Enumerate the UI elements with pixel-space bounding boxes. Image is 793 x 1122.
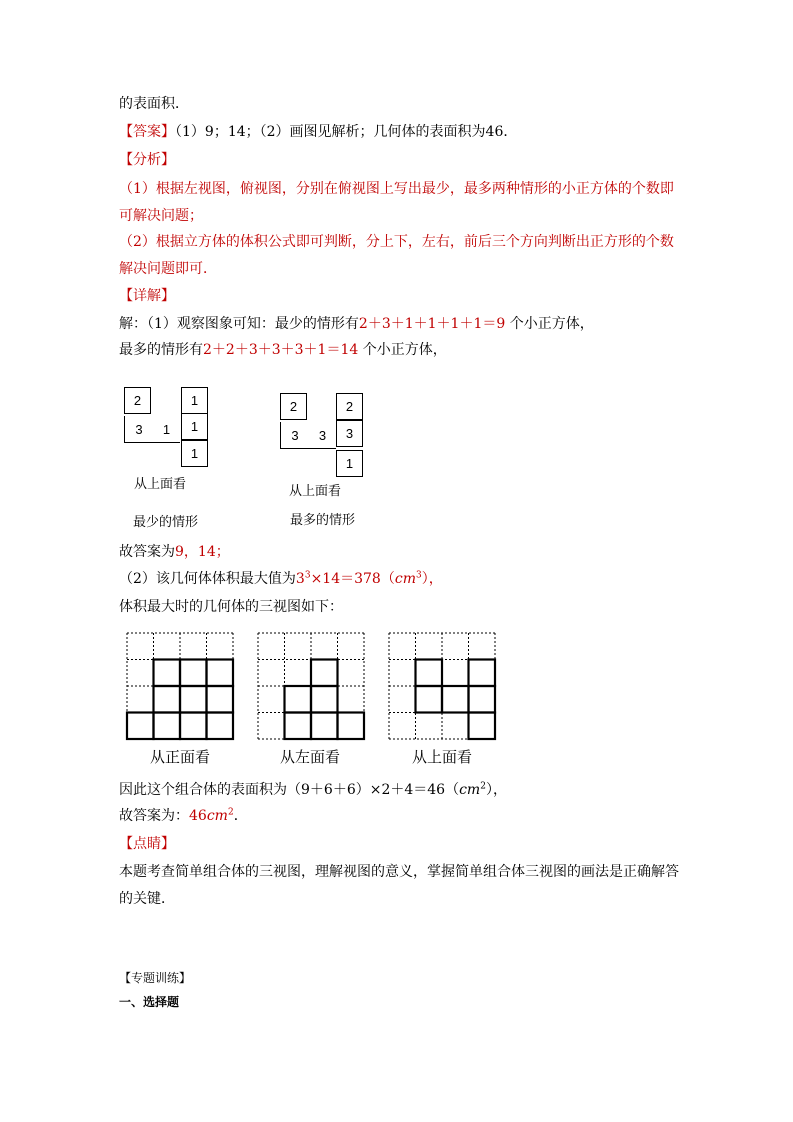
view-square [338, 713, 365, 740]
figure-caption: 最多的情形 [290, 513, 356, 528]
view-square [207, 660, 234, 687]
grid-cell: 1 [181, 413, 208, 440]
section-heading: 一、选择题 [119, 995, 180, 1009]
comment-line: 的关键． [119, 891, 175, 907]
view-square [416, 686, 443, 713]
analysis-line: （2）根据立方体的体积公式即可判断，分上下，左右，前后三个方向判断出正方形的个数 [119, 234, 674, 250]
view-caption-front: 从正面看 [150, 748, 211, 766]
detail-line: 解：（1）观察图象可知：最少的情形有2＋3＋1＋1＋1＋1＝9 个小正方体， [119, 316, 594, 332]
view-square [180, 686, 207, 713]
view-square [311, 686, 338, 713]
view-square [285, 713, 312, 740]
surface-line: 因此这个组合体的表面积为$(9+6+6)\times 2+4=46(cm^2)$， [119, 781, 507, 798]
view-caption-left: 从左面看 [280, 748, 341, 766]
view-square [180, 660, 207, 687]
volume-line: （2）该几何体体积最大值为$3^3\times 14=378(cm^3)$， [119, 570, 443, 587]
grid-cell: 3 [309, 422, 336, 449]
answer-line: 故答案为9，14； [119, 544, 230, 560]
grid-cell: 3 [124, 416, 153, 443]
analysis-line: 可解决问题； [119, 208, 203, 224]
view-square [469, 713, 496, 740]
view-square [180, 713, 207, 740]
view-square [154, 686, 181, 713]
view-square [154, 713, 181, 740]
answer-line: 故答案为：$46cm^2$． [119, 807, 248, 824]
view-square [207, 713, 234, 740]
analysis-line: 解决问题即可． [119, 261, 217, 277]
figure-caption: 最少的情形 [133, 515, 199, 530]
view-square [127, 713, 154, 740]
answer-tag: 【答案】 [119, 124, 175, 140]
view-square [285, 686, 312, 713]
left-view-grid [258, 633, 364, 739]
view-square [469, 660, 496, 687]
grid-cell: 2 [336, 393, 363, 420]
text-line: 的表面积． [119, 96, 189, 112]
grid-cell: 1 [336, 450, 363, 477]
top-view-grid [389, 633, 495, 739]
view-square [207, 686, 234, 713]
answer-line: 【答案】（1）9；14；（2）画图见解析；几何体的表面积为46． [119, 124, 518, 140]
grid-cell: 1 [181, 440, 208, 467]
grid-cell: 1 [181, 387, 208, 414]
front-view-grid [127, 633, 233, 739]
view-square [442, 686, 469, 713]
text-line: 体积最大时的几何体的三视图如下： [119, 599, 343, 615]
figure-caption: 从上面看 [134, 477, 187, 492]
grid-cell: 1 [153, 416, 180, 443]
detail-line: 最多的情形有2＋2＋3＋3＋3＋1＝14 个小正方体， [119, 342, 447, 358]
grid-cell: 2 [280, 393, 307, 420]
comment-tag: 【点睛】 [119, 836, 175, 852]
grid-cell: 2 [124, 387, 151, 414]
view-caption-top: 从上面看 [412, 748, 473, 766]
figure-caption: 从上面看 [289, 484, 342, 499]
view-square [154, 660, 181, 687]
view-square [311, 713, 338, 740]
view-square [416, 660, 443, 687]
analysis-line: （1）根据左视图，俯视图，分别在俯视图上写出最少，最多两种情形的小正方体的个数即 [119, 181, 674, 197]
comment-line: 本题考查简单组合体的三视图，理解视图的意义，掌握简单组合体三视图的画法是正确解答 [119, 864, 679, 880]
grid-cell: 3 [280, 422, 309, 449]
analysis-tag: 【分析】 [119, 152, 175, 168]
training-tag: 【专题训练】 [119, 971, 192, 985]
view-square [311, 660, 338, 687]
detail-tag: 【详解】 [119, 288, 175, 304]
grid-cell: 3 [336, 420, 363, 447]
view-square [469, 686, 496, 713]
